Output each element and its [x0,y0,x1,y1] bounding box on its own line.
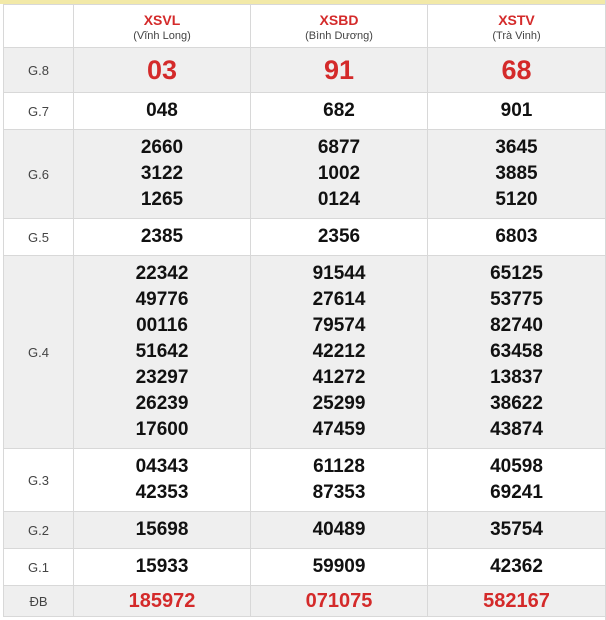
prize-number: 2385 [140,226,184,247]
prize-label: G.4 [4,256,74,449]
prize-number: 26239 [135,393,189,414]
prize-number: 47459 [312,419,366,440]
prize-number: 53775 [490,289,543,310]
prize-cell [74,549,251,586]
prize-number: 3645 [495,137,538,158]
prize-number: 42362 [490,556,543,577]
prize-number: 5120 [495,189,538,210]
special-prize-number: 185972 [128,590,196,612]
prize-cell [74,219,251,256]
prize-number: 13837 [490,367,543,388]
prize-label: G.8 [4,48,74,93]
prize-cell [428,512,606,549]
prize-cell [251,549,428,586]
prize-number: 65125 [490,263,543,284]
province-header-row [4,5,606,48]
prize-cell [428,549,606,586]
prize-label: G.2 [4,512,74,549]
prize-cell [428,449,606,512]
prize-row-g8 [4,48,606,93]
prize-number: 0124 [317,189,361,210]
prize-cell [428,130,606,219]
prize-number: 27614 [312,289,366,310]
prize-cell [74,130,251,219]
prize-cell [74,586,251,617]
prize-cell [74,512,251,549]
prize-cell [251,512,428,549]
province-header-xsvl[interactable] [74,5,251,48]
prize-number: 6803 [495,226,538,247]
prize-cell [251,130,428,219]
prize-number: 682 [323,100,355,121]
prize-number: 82740 [490,315,543,336]
prize-number: 6877 [317,137,361,158]
province-header-xsbd[interactable] [251,5,428,48]
prize-number: 38622 [490,393,543,414]
prize-number: 91 [323,55,355,85]
prize-cell [428,48,606,93]
prize-number: 00116 [136,315,188,336]
prize-number: 23297 [135,367,189,388]
province-name: (Trà Vinh) [492,29,541,42]
prize-number: 51642 [135,341,189,362]
prize-cell [74,93,251,130]
prize-label: ĐB [4,586,74,617]
prize-cell [428,256,606,449]
prize-number: 40598 [490,456,543,477]
prize-cell [251,48,428,93]
prize-cell [251,93,428,130]
prize-number: 87353 [312,482,366,503]
prize-cell [428,219,606,256]
prize-cell [251,219,428,256]
prize-cell [74,256,251,449]
prize-number: 41272 [312,367,366,388]
prize-label: G.3 [4,449,74,512]
prize-cell [428,93,606,130]
prize-number: 43874 [490,419,543,440]
province-header-xstv[interactable] [428,5,606,48]
prize-number: 17600 [135,419,189,440]
header-corner-cell [4,5,74,48]
province-name: (Bình Dương) [305,29,373,42]
special-prize-number: 582167 [483,590,550,612]
province-code[interactable]: XSVL [143,11,181,28]
prize-cell [74,449,251,512]
prize-number: 42353 [135,482,189,503]
prize-number: 49776 [135,289,189,310]
prize-number: 3122 [140,163,184,184]
prize-cell [251,449,428,512]
prize-number: 15933 [135,556,189,577]
special-prize-number: 071075 [305,590,373,612]
prize-number: 03 [146,55,178,85]
prize-row-g7 [4,93,606,130]
prize-number: 048 [146,100,178,121]
prize-label: G.1 [4,549,74,586]
prize-label: G.7 [4,93,74,130]
prize-cell [251,586,428,617]
prize-row-g4 [4,256,606,449]
prize-number: 04343 [135,456,189,477]
prize-cell [428,586,606,617]
prize-number: 79574 [312,315,366,336]
prize-number: 59909 [312,556,366,577]
prize-row-g6 [4,130,606,219]
prize-number: 1265 [140,189,184,210]
prize-number: 1002 [317,163,361,184]
prize-rows [4,48,606,617]
prize-number: 91544 [312,263,366,284]
prize-cell [74,48,251,93]
prize-number: 22342 [135,263,189,284]
prize-number: 63458 [490,341,543,362]
province-code[interactable]: XSBD [319,11,359,28]
prize-number: 35754 [490,519,543,540]
prize-number: 2356 [317,226,361,247]
province-code[interactable]: XSTV [498,11,535,28]
prize-number: 3885 [495,163,538,184]
prize-row-g1 [4,549,606,586]
prize-row-g2 [4,512,606,549]
prize-number: 25299 [312,393,366,414]
province-name: (Vĩnh Long) [133,29,191,42]
prize-number: 61128 [313,456,365,477]
prize-number: 69241 [490,482,543,503]
prize-cell [251,256,428,449]
prize-row-g5 [4,219,606,256]
prize-label: G.5 [4,219,74,256]
prize-number: 2660 [140,137,184,158]
prize-number: 15698 [135,519,189,540]
prize-number: 901 [500,100,533,121]
prize-label: G.6 [4,130,74,219]
prize-row-g3 [4,449,606,512]
lottery-results-table [3,4,606,617]
prize-number: 40489 [312,519,366,540]
prize-number: 42212 [312,341,366,362]
prize-row-special [4,586,606,617]
prize-number: 68 [501,55,532,85]
